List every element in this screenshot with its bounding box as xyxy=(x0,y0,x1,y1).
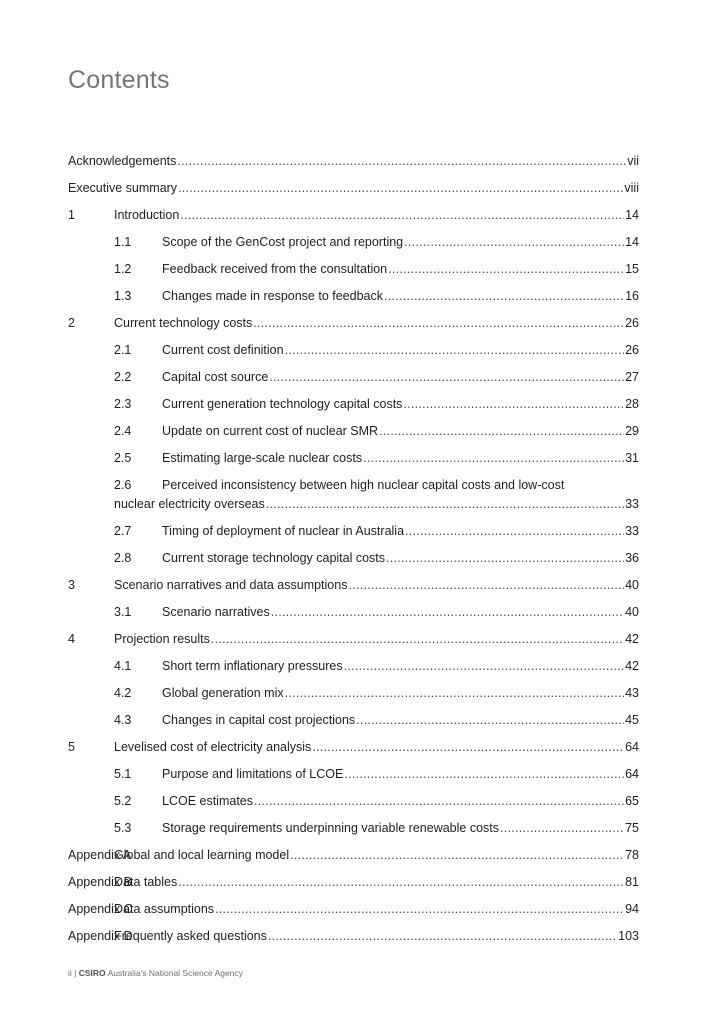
toc-entry[interactable] xyxy=(68,208,639,228)
toc-entry-number: 2.8 xyxy=(114,551,132,565)
toc-entry-page: 36 xyxy=(625,551,639,565)
toc-leader-dots xyxy=(384,289,624,303)
toc-leader-dots xyxy=(180,208,624,222)
toc-entry-number: 4.1 xyxy=(114,659,132,673)
toc-entry-page: 42 xyxy=(625,659,639,673)
toc-entry[interactable] xyxy=(68,235,639,255)
footer-page-number: ii xyxy=(68,968,72,978)
toc-entry-number: Appendix A xyxy=(68,848,132,862)
toc-entry[interactable] xyxy=(68,551,639,571)
toc-entry-number: 2.2 xyxy=(114,370,132,384)
toc-entry-page: 42 xyxy=(625,632,639,646)
toc-entry[interactable] xyxy=(68,524,639,544)
toc-entry-number: 2.1 xyxy=(114,343,132,357)
toc-entry-number: 1.3 xyxy=(114,289,132,303)
toc-entry-label: Scenario narratives xyxy=(162,605,270,619)
toc-entry-label: Projection results xyxy=(114,632,210,646)
toc-entry-page: 78 xyxy=(625,848,639,862)
toc-leader-dots xyxy=(356,713,624,727)
toc-entry-page: 28 xyxy=(625,397,639,411)
toc-leader-dots xyxy=(404,235,624,249)
toc-entry-label: Changes made in response to feedback xyxy=(162,289,383,303)
toc-entry[interactable] xyxy=(68,262,639,282)
toc-leader-dots xyxy=(269,370,624,384)
toc-entry-label: Current technology costs xyxy=(114,316,253,330)
toc-leader-dots xyxy=(285,343,625,357)
toc-entry-number: 2.6 xyxy=(114,478,132,492)
toc-entry[interactable] xyxy=(68,397,639,417)
toc-entry-number: 5 xyxy=(68,740,75,754)
toc-entry-page: vii xyxy=(627,154,639,168)
toc-leader-dots xyxy=(403,397,624,411)
toc-entry-page: 26 xyxy=(625,316,639,330)
toc-entry[interactable] xyxy=(68,632,639,652)
toc-entry-number: 5.1 xyxy=(114,767,132,781)
toc-leader-dots xyxy=(312,740,624,754)
toc-leader-dots xyxy=(405,524,624,538)
toc-leader-dots xyxy=(178,875,624,889)
footer-separator: | xyxy=(74,968,77,978)
toc-entry-label: Short term inflationary pressures xyxy=(162,659,343,673)
toc-entry-page: 65 xyxy=(625,794,639,808)
toc-entry-number: 2.5 xyxy=(114,451,132,465)
toc-leader-dots xyxy=(253,316,624,330)
toc-leader-dots xyxy=(388,262,624,276)
toc-entry-page: 40 xyxy=(625,605,639,619)
toc-entry[interactable] xyxy=(68,497,639,517)
footer-tagline: Australia's National Science Agency xyxy=(107,968,243,978)
toc-entry-page: 75 xyxy=(625,821,639,835)
toc-leader-dots xyxy=(363,451,624,465)
toc-leader-dots xyxy=(271,605,624,619)
toc-entry-label: Update on current cost of nuclear SMR xyxy=(162,424,379,438)
toc-entry-page: 43 xyxy=(625,686,639,700)
toc-entry[interactable] xyxy=(68,929,639,949)
toc-leader-dots xyxy=(215,902,624,916)
toc-entry[interactable] xyxy=(68,316,639,336)
toc-entry[interactable] xyxy=(68,578,639,598)
toc-leader-dots xyxy=(178,181,623,195)
toc-entry-number: 2.7 xyxy=(114,524,132,538)
toc-entry-label: Storage requirements underpinning variable renewable costs xyxy=(162,821,500,835)
toc-entry-label: Levelised cost of electricity analysis xyxy=(114,740,312,754)
toc-entry[interactable] xyxy=(68,181,639,201)
toc-entry-page: 14 xyxy=(625,208,639,222)
toc-entry[interactable] xyxy=(68,659,639,679)
toc-entry-number: 2.4 xyxy=(114,424,132,438)
footer-org: CSIRO xyxy=(78,968,106,978)
toc-entry-number: 1 xyxy=(68,208,75,222)
toc-entry-number: 5.3 xyxy=(114,821,132,835)
toc-entry-number: Appendix C xyxy=(68,902,133,916)
toc-entry-number: 2.3 xyxy=(114,397,132,411)
toc-entry-label: Timing of deployment of nuclear in Australia xyxy=(162,524,405,538)
toc-entry-number: 1.1 xyxy=(114,235,132,249)
toc-leader-dots xyxy=(348,578,624,592)
toc-entry-label: Introduction xyxy=(114,208,180,222)
toc-entry[interactable] xyxy=(68,794,639,814)
toc-entry[interactable] xyxy=(68,713,639,733)
toc-entry-label-continued: nuclear electricity overseas xyxy=(114,497,265,511)
toc-entry[interactable] xyxy=(68,740,639,760)
toc-entry-label: Global generation mix xyxy=(162,686,284,700)
toc-entry-page: 31 xyxy=(625,451,639,465)
toc-entry-label: Frequently asked questions xyxy=(114,929,267,943)
toc-entry-label: Executive summary xyxy=(68,181,178,195)
toc-entry-page: 40 xyxy=(625,578,639,592)
toc-entry-page: 81 xyxy=(625,875,639,889)
toc-leader-dots xyxy=(254,794,624,808)
toc-entry-label: Acknowledgements xyxy=(68,154,177,168)
toc-entry-number: 3 xyxy=(68,578,75,592)
toc-entry-page: 94 xyxy=(625,902,639,916)
toc-entry-label: Global and local learning model xyxy=(114,848,290,862)
toc-entry[interactable] xyxy=(68,902,639,922)
toc-entry-label: Estimating large-scale nuclear costs xyxy=(162,451,363,465)
toc-entry[interactable] xyxy=(68,767,639,787)
toc-entry[interactable] xyxy=(68,875,639,895)
toc-entry-label: Feedback received from the consultation xyxy=(162,262,388,276)
toc-entry[interactable] xyxy=(68,605,639,625)
toc-entry-page: 14 xyxy=(625,235,639,249)
toc-entry-number: 5.2 xyxy=(114,794,132,808)
toc-entry-page: 64 xyxy=(625,740,639,754)
toc-entry-label: Perceived inconsistency between high nuclear capital costs and low-cost xyxy=(162,478,565,492)
toc-entry-number: 2 xyxy=(68,316,75,330)
toc-entry-page: 33 xyxy=(625,497,639,511)
toc-entry[interactable] xyxy=(68,424,639,444)
toc-entry-number: 1.2 xyxy=(114,262,132,276)
toc-entry[interactable] xyxy=(68,289,639,309)
toc-entry[interactable] xyxy=(68,370,639,390)
toc-entry-page: 64 xyxy=(625,767,639,781)
toc-entry-page: viii xyxy=(624,181,639,195)
toc-entry[interactable] xyxy=(68,821,639,841)
toc-leader-dots xyxy=(211,632,624,646)
toc-entry[interactable] xyxy=(68,343,639,363)
toc-entry-label: Data assumptions xyxy=(114,902,215,916)
toc-entry[interactable] xyxy=(68,451,639,471)
toc-entry-page: 16 xyxy=(625,289,639,303)
toc-entry-label: Capital cost source xyxy=(162,370,269,384)
toc-entry-page: 33 xyxy=(625,524,639,538)
toc-entry-page: 29 xyxy=(625,424,639,438)
toc-entry-number: Appendix B xyxy=(68,875,132,889)
toc-entry-page: 26 xyxy=(625,343,639,357)
toc-entry-label: Scenario narratives and data assumptions xyxy=(114,578,348,592)
toc-entry[interactable] xyxy=(68,848,639,868)
toc-entry-label: Current generation technology capital costs xyxy=(162,397,403,411)
toc-entry-page: 27 xyxy=(625,370,639,384)
toc-entry-label: Current cost definition xyxy=(162,343,284,357)
toc-entry-label: Purpose and limitations of LCOE xyxy=(162,767,344,781)
toc-leader-dots xyxy=(344,659,624,673)
toc-entry[interactable] xyxy=(68,154,639,174)
page-title: Contents xyxy=(68,66,170,94)
toc-entry-label: Changes in capital cost projections xyxy=(162,713,356,727)
toc-entry-page: 103 xyxy=(618,929,639,943)
toc-entry-page: 15 xyxy=(625,262,639,276)
toc-entry-number: 3.1 xyxy=(114,605,132,619)
toc-entry-number: 4 xyxy=(68,632,75,646)
toc-entry-label: Current storage technology capital costs xyxy=(162,551,386,565)
page-footer xyxy=(68,968,243,978)
toc-leader-dots xyxy=(379,424,624,438)
toc-entry-page: 45 xyxy=(625,713,639,727)
toc-entry-number: 4.3 xyxy=(114,713,132,727)
toc-leader-dots xyxy=(177,154,626,168)
toc-entry-label: Scope of the GenCost project and reporting xyxy=(162,235,404,249)
toc-leader-dots xyxy=(266,497,624,511)
toc-entry-label: Data tables xyxy=(114,875,178,889)
toc-leader-dots xyxy=(268,929,617,943)
toc-leader-dots xyxy=(386,551,624,565)
toc-leader-dots xyxy=(344,767,624,781)
toc-leader-dots xyxy=(285,686,624,700)
toc-entry-number: 4.2 xyxy=(114,686,132,700)
toc-entry-number: Appendix D xyxy=(68,929,133,943)
toc-entry-line[interactable] xyxy=(68,478,639,498)
toc-leader-dots xyxy=(290,848,624,862)
toc-entry-label: LCOE estimates xyxy=(162,794,254,808)
toc-entry[interactable] xyxy=(68,686,639,706)
toc-leader-dots xyxy=(500,821,624,835)
